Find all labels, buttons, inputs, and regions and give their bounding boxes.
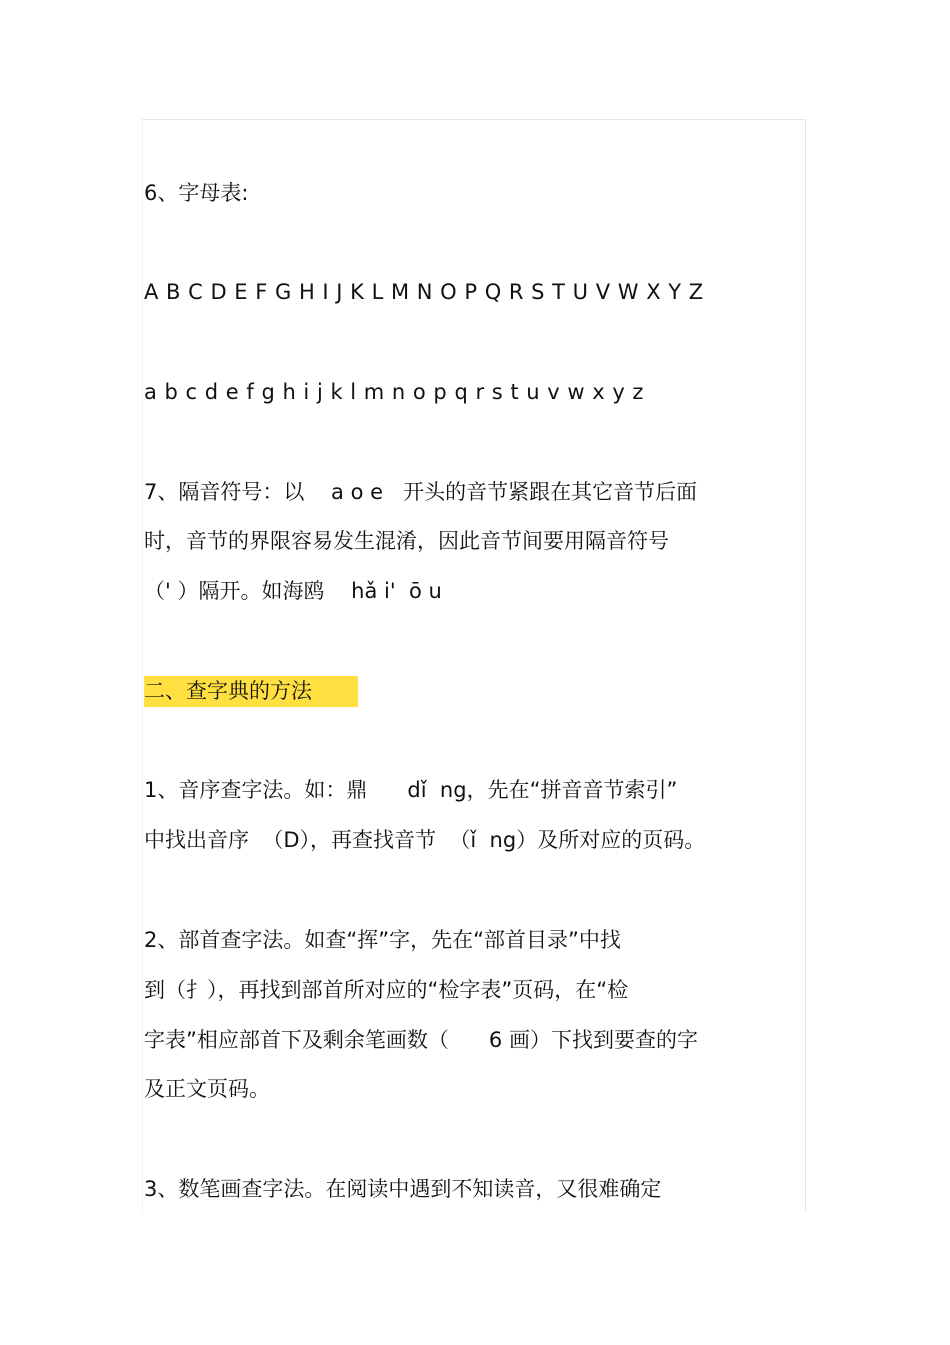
section6-title: 6、字母表:	[144, 181, 249, 205]
method2-line-2: 到（扌），再找到部首所对应的“检字表”页码，在“检	[144, 978, 629, 1002]
method3-line-1: 3、数笔画查字法。在阅读中遇到不知读音，又很难确定	[144, 1177, 662, 1201]
lowercase-alphabet: a b c d e f g h i j k l m n o p q r s t u v w x y z	[144, 380, 644, 404]
method2-line-3: 字表”相应部首下及剩余笔画数（ 6 画）下找到要查的字	[144, 1028, 698, 1052]
section7-line-1: 7、隔音符号：以 a o e 开头的音节紧跟在其它音节后面	[144, 480, 698, 504]
method1-line-2: 中找出音序 （D），再查找音节 （ǐ ng）及所对应的页码。	[144, 828, 706, 852]
section-heading: 二、查字典的方法	[144, 679, 312, 703]
section7-line-2: 时，音节的界限容易发生混淆，因此音节间要用隔音符号	[144, 529, 669, 553]
method1-line-1: 1、音序查字法。如：鼎 dǐ ng，先在“拼音音节索引”	[144, 778, 678, 802]
uppercase-alphabet: A B C D E F G H I J K L M N O P Q R S T U V W X Y Z	[144, 280, 704, 304]
method2-line-4: 及正文页码。	[144, 1077, 270, 1101]
section7-line-3: （' ）隔开。如海鸥 hǎ i' ō u	[144, 579, 442, 603]
method2-line-1: 2、部首查字法。如查“挥”字，先在“部首目录”中找	[144, 928, 621, 952]
